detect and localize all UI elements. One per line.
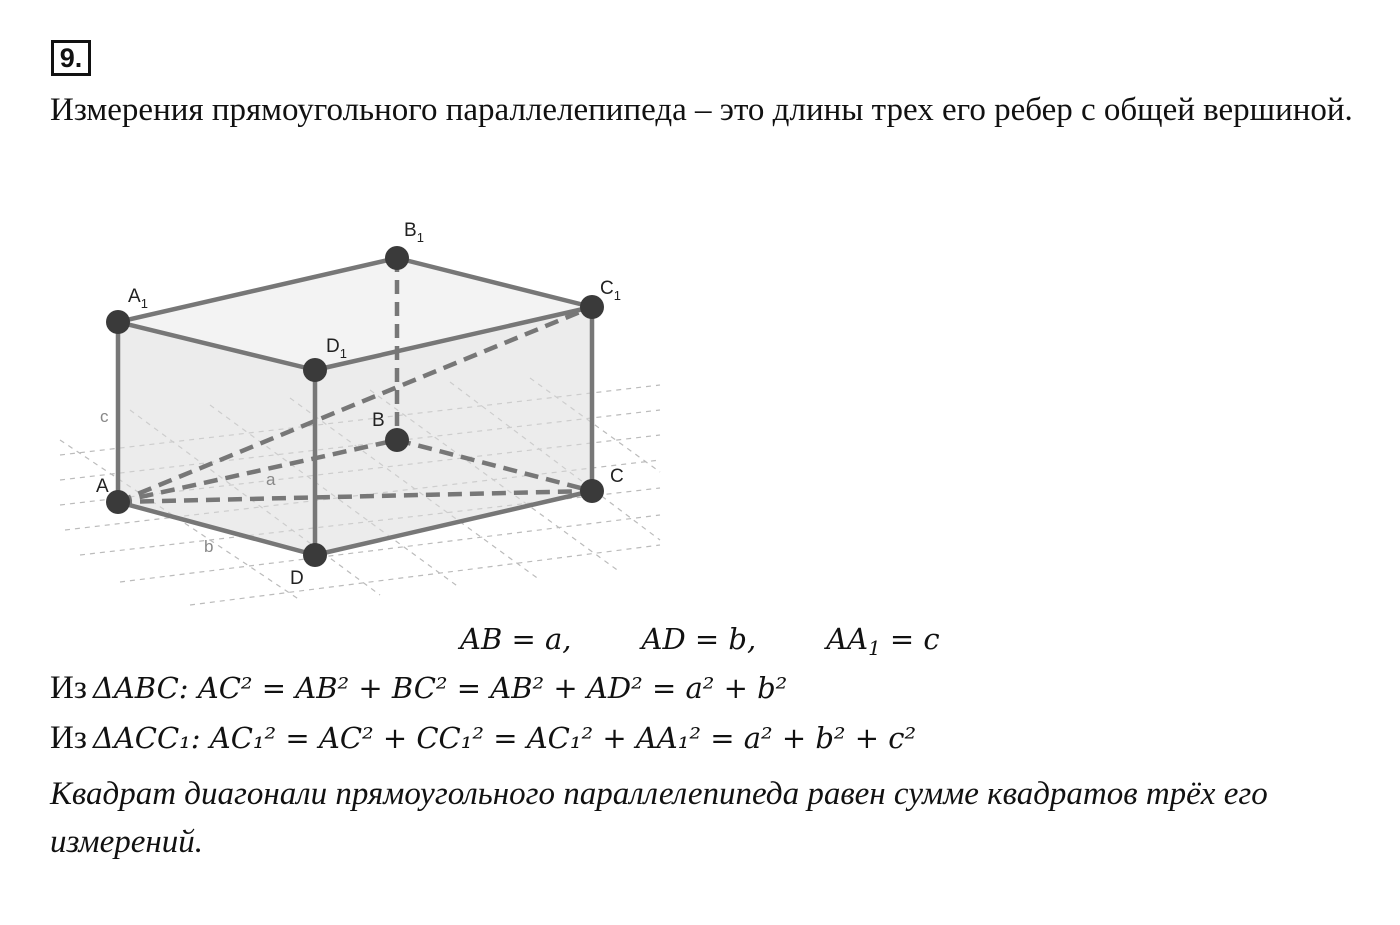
label-d: D <box>290 568 304 589</box>
vertex-a1 <box>106 310 130 334</box>
vertex-b <box>385 428 409 452</box>
dimensions-line <box>460 622 940 660</box>
label-d1: $D_1$ <box>326 336 347 361</box>
formula1-expression: ΔABC: AC² = AB² + BC² = AB² + AD² = a² + b² <box>92 671 788 705</box>
parallelepiped-figure <box>40 210 680 610</box>
label-b1: $B_1$ <box>404 220 424 245</box>
formula-triangle-acc1 <box>50 720 916 757</box>
dimension-ad: AD = b, <box>641 622 757 656</box>
vertex-b1 <box>385 246 409 270</box>
dimension-aa1: $AA_1 = c$ <box>826 622 940 660</box>
formula2-expression: ΔACC₁: AC₁² = AC² + CC₁² = AC₁² + AA₁² = a² + b² + c² <box>92 721 917 755</box>
task-number: 9. <box>51 40 91 76</box>
dimension-ab: AB = a, <box>460 622 572 656</box>
label-a: A <box>96 476 109 497</box>
edge-label-b: b <box>204 537 214 556</box>
vertex-d1 <box>303 358 327 382</box>
formula2-prefix: Из <box>50 720 87 756</box>
label-c: C <box>610 466 624 487</box>
vertex-d <box>303 543 327 567</box>
edge-label-a: a <box>266 470 276 489</box>
label-a1: $A_1$ <box>128 286 148 311</box>
edge-label-c: c <box>100 407 109 426</box>
formula1-prefix: Из <box>50 670 87 706</box>
vertex-a <box>106 490 130 514</box>
intro-text: Измерения прямоугольного параллелепипеда – это длины трех его ребер с общей вершиной. <box>50 92 1353 128</box>
formula-triangle-abc <box>50 670 787 707</box>
vertex-c <box>580 479 604 503</box>
label-c1: $C_1$ <box>600 278 621 303</box>
label-b: B <box>372 410 385 431</box>
conclusion-text: Квадрат диагонали прямоугольного параллелепипеда равен сумме квадратов трёх его измерений. <box>50 776 1268 860</box>
